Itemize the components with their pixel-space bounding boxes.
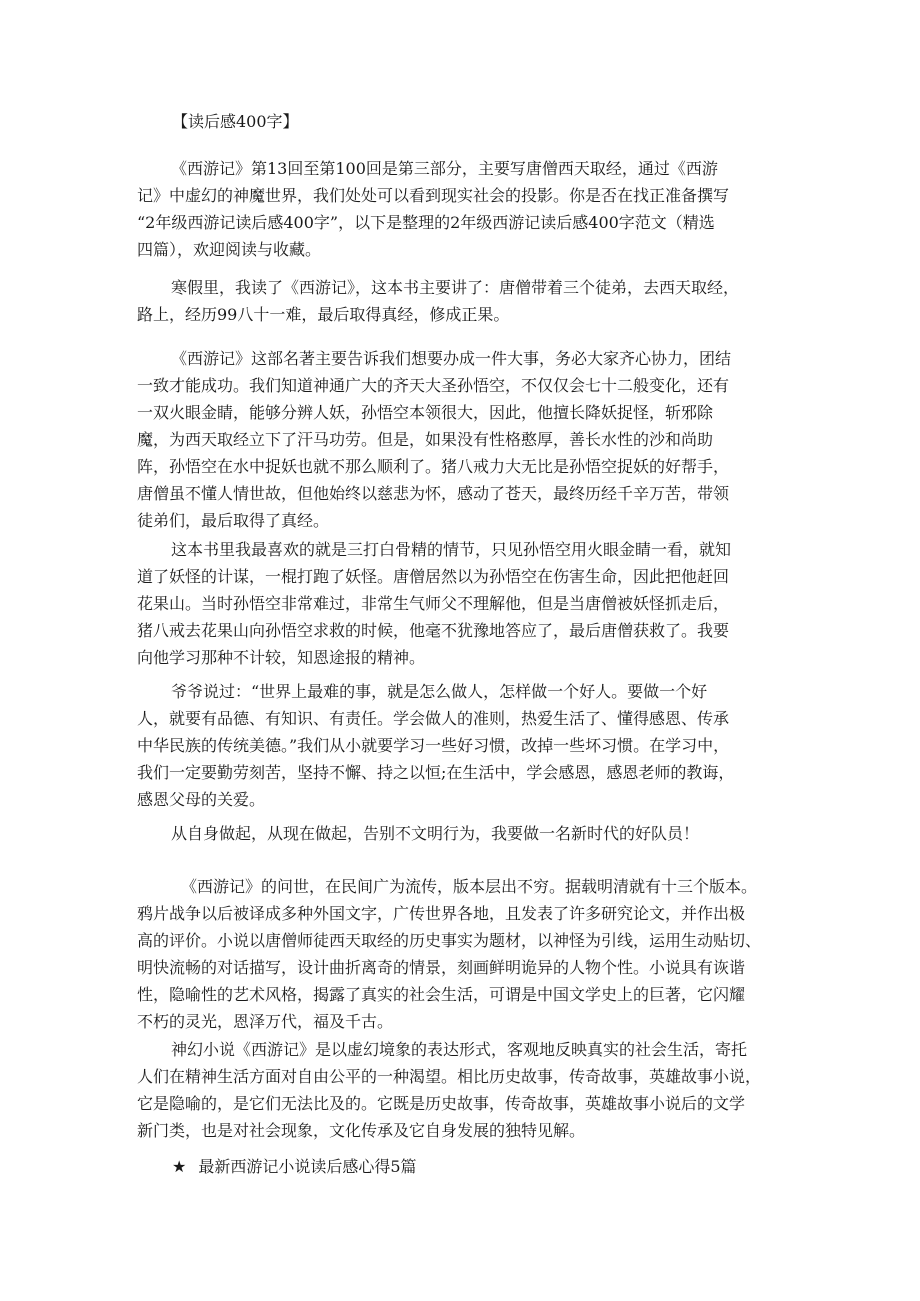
- paragraph-line: 这本书里我最喜欢的就是三打白骨精的情节，只见孙悟空用火眼金睛一看，就知: [171, 540, 732, 559]
- star-icon: ★: [172, 1157, 187, 1176]
- paragraph-line: 道了妖怪的计谋，一棍打跑了妖怪。唐僧居然以为孙悟空在伤害生命，因此把他赶回: [137, 567, 730, 586]
- paragraph-line: 明快流畅的对话描写，设计曲折离奇的情景，刻画鲜明诡异的人物个性。小说具有诙谐: [137, 958, 746, 977]
- paragraph-line: 一致才能成功。我们知道神通广大的齐天大圣孙悟空，不仅仅会七十二般变化，还有: [137, 376, 730, 395]
- paragraph-line: 《西游记》的问世，在民间广为流传，版本层出不穷。据载明清就有十三个版本。: [181, 877, 758, 896]
- related-article-label: 最新西游记小说读后感心得5篇: [198, 1157, 417, 1176]
- paragraph-summary: [137, 274, 797, 328]
- paragraph-line: 爷爷说过：“世界上最难的事，就是怎么做人，怎样做一个好人。要做一个好: [171, 682, 708, 701]
- paragraph-line: 《西游记》这部名著主要告诉我们想要办成一件大事，务必大家齐心协力，团结: [171, 349, 732, 368]
- paragraph-line: 人们在精神生活方面对自由公平的一种渴望。相比历史故事，传奇故事，英雄故事小说，: [137, 1067, 762, 1086]
- paragraph-line: 性，隐喻性的艺术风格，揭露了真实的社会生活，可谓是中国文学史上的巨著，它闪耀: [137, 985, 746, 1004]
- paragraph-line: 神幻小说《西游记》是以虚幻境象的表达形式，客观地反映真实的社会生活，寄托: [171, 1040, 748, 1059]
- paragraph-line: 魔，为西天取经立下了汗马功劳。但是，如果没有性格憨厚，善长水性的沙和尚助: [137, 430, 714, 449]
- paragraph-line: 四篇），欢迎阅读与收藏。: [137, 240, 322, 259]
- paragraph-line: 路上，经历99八十一难，最后取得真经，修成正果。: [137, 305, 510, 324]
- paragraph-teamwork: [137, 345, 797, 534]
- paragraph-line: 向他学习那种不计较，知恩途报的精神。: [137, 648, 426, 667]
- paragraph-line: 我们一定要勤劳刻苦，坚持不懈、持之以恒;在生活中，学会感恩，感恩老师的教诲，: [137, 763, 735, 782]
- paragraph-line: 从自身做起，从现在做起，告别不文明行为，我要做一名新时代的好队员！: [171, 824, 700, 843]
- paragraph-line: 唐僧虽不懂人情世故，但他始终以慈悲为怀，感动了苍天，最终历经千辛万苦，带领: [137, 484, 730, 503]
- paragraph-history: [137, 873, 797, 1035]
- paragraph-line: 人，就要有品德、有知识、有责任。学会做人的准则，热爱生活了、懂得感恩、传承: [137, 709, 730, 728]
- paragraph-line: 花果山。当时孙悟空非常难过，非常生气师父不理解他，但是当唐僧被妖怪抓走后，: [137, 594, 730, 613]
- paragraph-line: 中华民族的传统美德。”我们从小就要学习一些好习惯，改掉一些坏习惯。在学习中，: [137, 736, 730, 755]
- paragraph-line: “2年级西游记读后感400字”，以下是整理的2年级西游记读后感400字范文（精选: [137, 213, 715, 232]
- paragraph-line: 鸦片战争以后被译成多种外国文字，广传世界各地，且发表了许多研究论文，并作出极: [137, 904, 746, 923]
- paragraph-line: 徒弟们，最后取得了真经。: [137, 511, 330, 530]
- paragraph-grandpa: [137, 678, 797, 813]
- paragraph-line: 寒假里，我读了《西游记》，这本书主要讲了：唐僧带着三个徒弟，去西天取经，: [171, 278, 740, 297]
- paragraph-resolution: [137, 820, 797, 847]
- paragraph-line: 不朽的灵光，恩泽万代，福及千古。: [137, 1012, 394, 1031]
- paragraph-line: 感恩父母的关爱。: [137, 790, 266, 809]
- paragraph-line: 一双火眼金睛，能够分辨人妖，孙悟空本领很大，因此，他擅长降妖捉怪，斩邪除: [137, 403, 714, 422]
- related-article-link[interactable]: [172, 1156, 417, 1178]
- paragraph-line: 阵，孙悟空在水中捉妖也就不那么顺利了。猪八戒力大无比是孙悟空捉妖的好帮手，: [137, 457, 730, 476]
- paragraph-line: 《西游记》第13回至第100回是第三部分，主要写唐僧西天取经，通过《西游: [171, 159, 718, 178]
- paragraph-intro: [137, 155, 797, 263]
- paragraph-line: 猪八戒去花果山向孙悟空求救的时候，他毫不犹豫地答应了，最后唐僧获救了。我要: [137, 621, 730, 640]
- paragraph-line: 高的评价。小说以唐僧师徒西天取经的历史事实为题材，以神怪为引线，运用生动贴切、: [137, 931, 762, 950]
- document-heading: 【读后感400字】: [172, 112, 299, 131]
- paragraph-line: 记》中虚幻的神魔世界，我们处处可以看到现实社会的投影。你是否在找正准备撰写: [137, 186, 730, 205]
- paragraph-favorite: [137, 536, 797, 671]
- paragraph-line: 它是隐喻的，是它们无法比及的。它既是历史故事，传奇故事，英雄故事小说后的文学: [137, 1094, 746, 1113]
- paragraph-analysis: [137, 1036, 797, 1144]
- paragraph-line: 新门类，也是对社会现象，文化传承及它自身发展的独特见解。: [137, 1121, 586, 1140]
